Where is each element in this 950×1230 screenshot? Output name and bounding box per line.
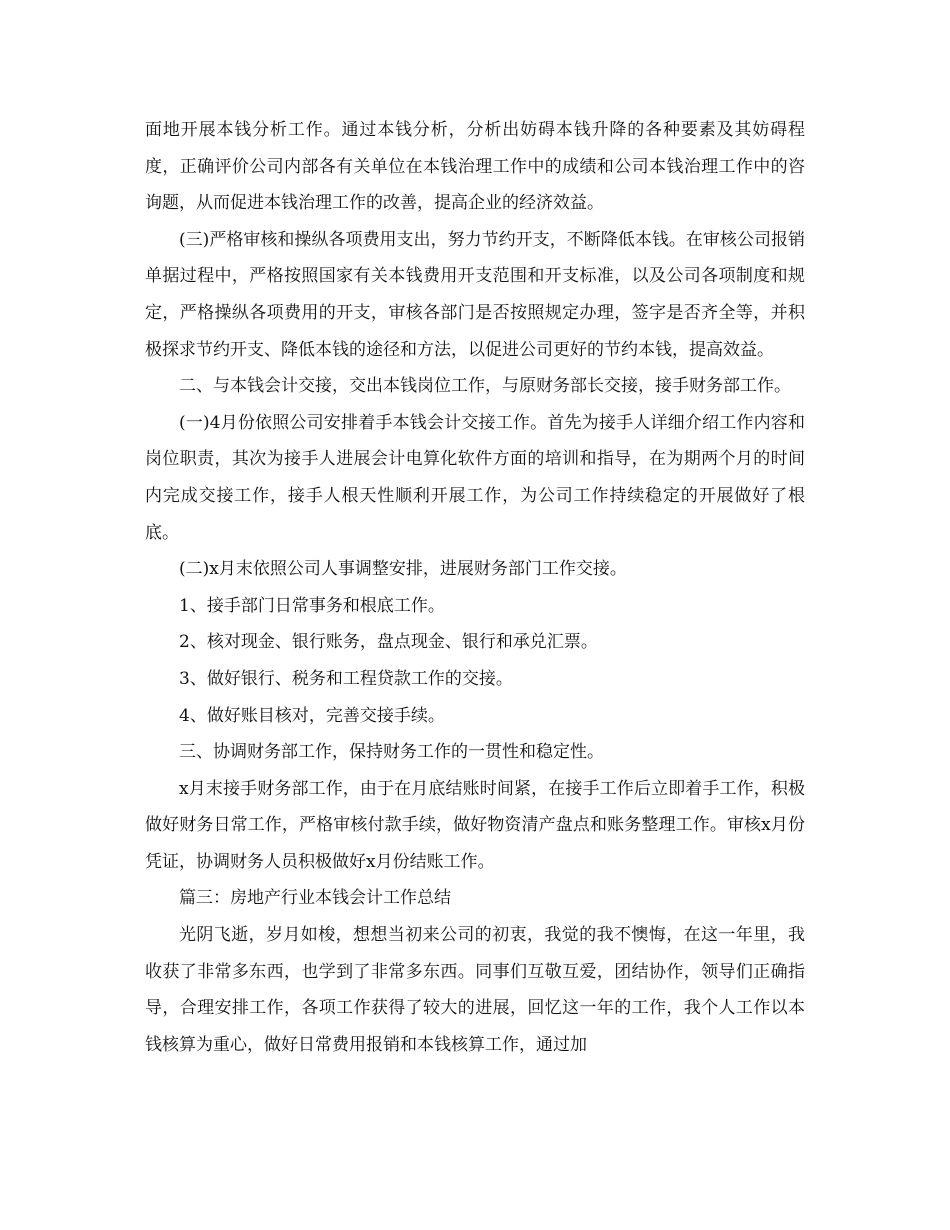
list-item-4: 4、做好账目核对，完善交接手续。: [179, 705, 445, 726]
paragraph-april-handover: (一)4月份依照公司安排着手本钱会计交接工作。首先为接手人详细介绍工作内容和岗位职责，其次为接手人进展会计电算化软件方面的培训和指导，在为期两个月的时间内完成交接工作，接手人根天性顺利开展工作，为公司工作持续稳定的开展做好了根底。: [145, 412, 805, 543]
list-item-2: 2、核对现金、银行账务，盘点现金、银行和承兑汇票。: [179, 632, 598, 653]
document-body: [145, 112, 805, 1063]
paragraph-department-handover: (二)x月末依照公司人事调整安排，进展财务部门工作交接。: [179, 559, 627, 580]
section-heading-handover: 二、与本钱会计交接，交出本钱岗位工作，与原财务部长交接，接手财务部工作。: [179, 376, 791, 397]
list-item-1: 1、接手部门日常事务和根底工作。: [179, 595, 445, 616]
paragraph-year-review: 光阴飞逝，岁月如梭，想想当初来公司的初衷，我觉的我不懊悔，在这一年里，我收获了非常多东西，也学到了非常多东西。同事们互敬互爱，团结协作，领导们正确指导，合理安排工作，各项工作获得了较大的进展，回忆这一年的工作，我个人工作以本钱核算为重心，做好日常费用报销和本钱核算工作，通过加: [145, 925, 805, 1055]
paragraph-expense-control: (三)严格审核和操纵各项费用支出，努力节约开支，不断降低本钱。在审核公司报销单据过程中，严格按照国家有关本钱费用开支范围和开支标准，以及公司各项制度和规定，严格操纵各项费用的开支，审核各部门是否按照规定办理，签字是否齐全等，并积极探求节约开支、降低本钱的途径和方法，以促进公司更好的节约本钱，提高效益。: [145, 229, 805, 360]
article-title-part-three: 篇三：房地产行业本钱会计工作总结: [179, 888, 451, 909]
paragraph-month-end-takeover: x月末接手财务部工作，由于在月底结账时间紧，在接手工作后立即着手工作，积极做好财务日常工作，严格审核付款手续，做好物资清产盘点和账务整理工作。审核x月份凭证，协调财务人员积极做好x月份结账工作。: [145, 778, 805, 872]
section-heading-coordination: 三、协调财务部工作，保持财务工作的一贯性和稳定性。: [179, 742, 604, 763]
list-item-3: 3、做好银行、税务和工程贷款工作的交接。: [179, 668, 513, 689]
paragraph-cost-analysis-continued: 面地开展本钱分析工作。通过本钱分析，分析出妨碍本钱升降的各种要素及其妨碍程度，正确评价公司内部各有关单位在本钱治理工作中的成绩和公司本钱治理工作中的咨询题，从而促进本钱治理工作的改善，提高企业的经济效益。: [145, 120, 805, 214]
